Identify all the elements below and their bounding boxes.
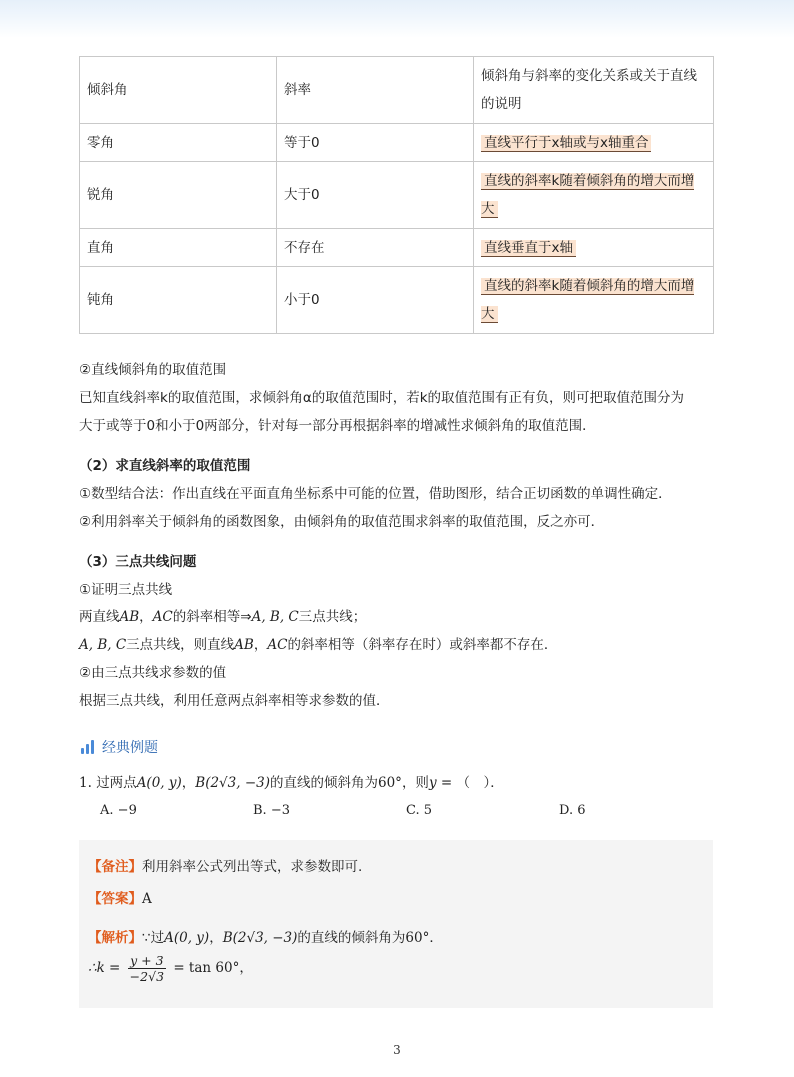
highlighted-answer: 直线垂直于x轴 bbox=[481, 240, 576, 257]
table-cell-slope: 不存在 bbox=[277, 229, 474, 267]
section3-heading: （3）三点共线问题 bbox=[79, 554, 197, 570]
math-run: A(0, y) bbox=[136, 775, 182, 791]
text-run: ， bbox=[239, 960, 253, 976]
math-run: = tan 60° bbox=[169, 960, 240, 976]
example-heading bbox=[81, 736, 158, 758]
math-run: B(2√3, −3) bbox=[222, 930, 298, 946]
choice-value: 5 bbox=[423, 803, 433, 818]
section3-subheading: ①证明三点共线 bbox=[79, 582, 173, 598]
math-run: AB bbox=[119, 609, 140, 625]
text-run: 三点共线，则直线 bbox=[126, 637, 235, 653]
page-number: 3 bbox=[393, 1043, 401, 1057]
math-run: A(0, y) bbox=[164, 930, 210, 946]
table-cell-angle: 直角 bbox=[80, 229, 277, 267]
table-header-cell: 倾斜角 bbox=[80, 57, 277, 124]
math-run: ∴k = bbox=[88, 960, 125, 976]
header-band bbox=[0, 0, 794, 38]
table-row bbox=[80, 162, 714, 229]
table-row bbox=[80, 124, 714, 162]
section3-line: 根据三点共线，利用任意两点斜率相等求参数的值． bbox=[79, 693, 390, 709]
math-run: 60° bbox=[405, 930, 430, 946]
fraction-denominator: −2√3 bbox=[129, 968, 165, 984]
text-run: 过两点 bbox=[96, 775, 137, 791]
text-run: 的直线的倾斜角为 bbox=[270, 775, 378, 791]
fraction-numerator: y + 3 bbox=[130, 952, 164, 968]
range-paragraph-line: 已知直线斜率k的取值范围，求倾斜角α的取值范围时，若k的取值范围有正有负，则可把取值范围分为 bbox=[79, 390, 685, 406]
math-run: A, B, C bbox=[251, 609, 299, 625]
analysis-tag: 【解析】 bbox=[88, 930, 142, 946]
answer-line bbox=[88, 889, 152, 909]
text-run: 三点共线； bbox=[298, 609, 367, 625]
table-header-row bbox=[80, 57, 714, 124]
fraction bbox=[128, 953, 166, 984]
choice-d[interactable] bbox=[559, 803, 586, 818]
table-cell-slope: 小于0 bbox=[277, 267, 474, 334]
math-run: AC bbox=[152, 609, 173, 625]
example-title: 经典例题 bbox=[102, 740, 158, 756]
bar-chart-icon bbox=[81, 740, 94, 754]
math-run: B(2√3, −3) bbox=[195, 775, 270, 791]
choice-value: 6 bbox=[577, 803, 586, 818]
text-run: ， bbox=[139, 609, 153, 625]
choice-c[interactable] bbox=[406, 803, 432, 818]
text-run: ， bbox=[181, 775, 196, 791]
section2-line: ①数型结合法：作出直线在平面直角坐标系中可能的位置，借助图形，结合正切函数的单调性确定． bbox=[79, 486, 672, 502]
choice-label: A. bbox=[100, 803, 114, 818]
slope-angle-table bbox=[79, 56, 714, 334]
text-run: ． bbox=[429, 930, 443, 946]
note-text: 利用斜率公式列出等式，求参数即可. bbox=[142, 859, 363, 875]
text-run: 的直线的倾斜角为 bbox=[297, 930, 406, 946]
question-number: 1. bbox=[79, 775, 92, 791]
section3-line bbox=[79, 607, 366, 627]
choice-value: −9 bbox=[117, 803, 137, 818]
choice-b[interactable] bbox=[253, 803, 290, 818]
table-cell-angle: 钝角 bbox=[80, 267, 277, 334]
choice-label: B. bbox=[253, 803, 267, 818]
table-header-cell: 倾斜角与斜率的变化关系或关于直线的说明 bbox=[474, 57, 714, 124]
section2-line: ②利用斜率关于倾斜角的函数图象，由倾斜角的取值范围求斜率的取值范围，反之亦可． bbox=[79, 514, 605, 530]
equation-line bbox=[88, 952, 253, 984]
text-run: 两直线 bbox=[79, 609, 120, 625]
note-tag: 【备注】 bbox=[88, 859, 142, 875]
note-line bbox=[88, 857, 362, 877]
choice-value: −3 bbox=[270, 803, 290, 818]
table-row bbox=[80, 229, 714, 267]
text-run: 的斜率相等⇒ bbox=[172, 609, 252, 625]
section2-heading: （2）求直线斜率的取值范围 bbox=[79, 458, 251, 474]
highlighted-answer: 直线平行于x轴或与x轴重合 bbox=[481, 135, 651, 152]
math-run: AC bbox=[267, 637, 288, 653]
table-cell-angle: 锐角 bbox=[80, 162, 277, 229]
table-cell-slope: 大于0 bbox=[277, 162, 474, 229]
table-cell-angle: 零角 bbox=[80, 124, 277, 162]
table-cell-note bbox=[474, 267, 714, 334]
analysis-line bbox=[88, 928, 443, 948]
table-cell-note bbox=[474, 124, 714, 162]
section3-subheading: ②由三点共线求参数的值 bbox=[79, 665, 227, 681]
highlighted-answer: 直线的斜率k随着倾斜角的增大而增大 bbox=[481, 173, 695, 217]
math-run: A, B, C bbox=[79, 637, 127, 653]
highlighted-answer: 直线的斜率k随着倾斜角的增大而增大 bbox=[481, 278, 695, 322]
table-cell-slope: 等于0 bbox=[277, 124, 474, 162]
text-run: （ ）． bbox=[456, 775, 504, 791]
section3-line bbox=[79, 635, 557, 655]
text-run: ∵过 bbox=[142, 930, 165, 946]
math-run: AB bbox=[234, 637, 254, 653]
answer-tag: 【答案】 bbox=[88, 891, 142, 907]
choice-label: D. bbox=[559, 803, 574, 818]
text-run: ， bbox=[209, 930, 223, 946]
choice-label: C. bbox=[406, 803, 420, 818]
table-row bbox=[80, 267, 714, 334]
math-run: 60° bbox=[378, 775, 402, 791]
table-cell-note bbox=[474, 229, 714, 267]
table-cell-note bbox=[474, 162, 714, 229]
answer-text: A bbox=[142, 891, 152, 907]
text-run: ， bbox=[253, 637, 268, 653]
table-header-cell: 斜率 bbox=[277, 57, 474, 124]
range-paragraph-line: 大于或等于0和小于0两部分，针对每一部分再根据斜率的增减性求倾斜角的取值范围． bbox=[79, 418, 596, 434]
example-question bbox=[79, 773, 504, 793]
math-run: y = bbox=[428, 775, 457, 791]
choice-a[interactable] bbox=[100, 803, 137, 818]
text-run: 的斜率相等（斜率存在时）或斜率都不存在． bbox=[287, 637, 558, 653]
range-heading: ②直线倾斜角的取值范围 bbox=[79, 362, 227, 378]
text-run: ，则 bbox=[401, 775, 429, 791]
